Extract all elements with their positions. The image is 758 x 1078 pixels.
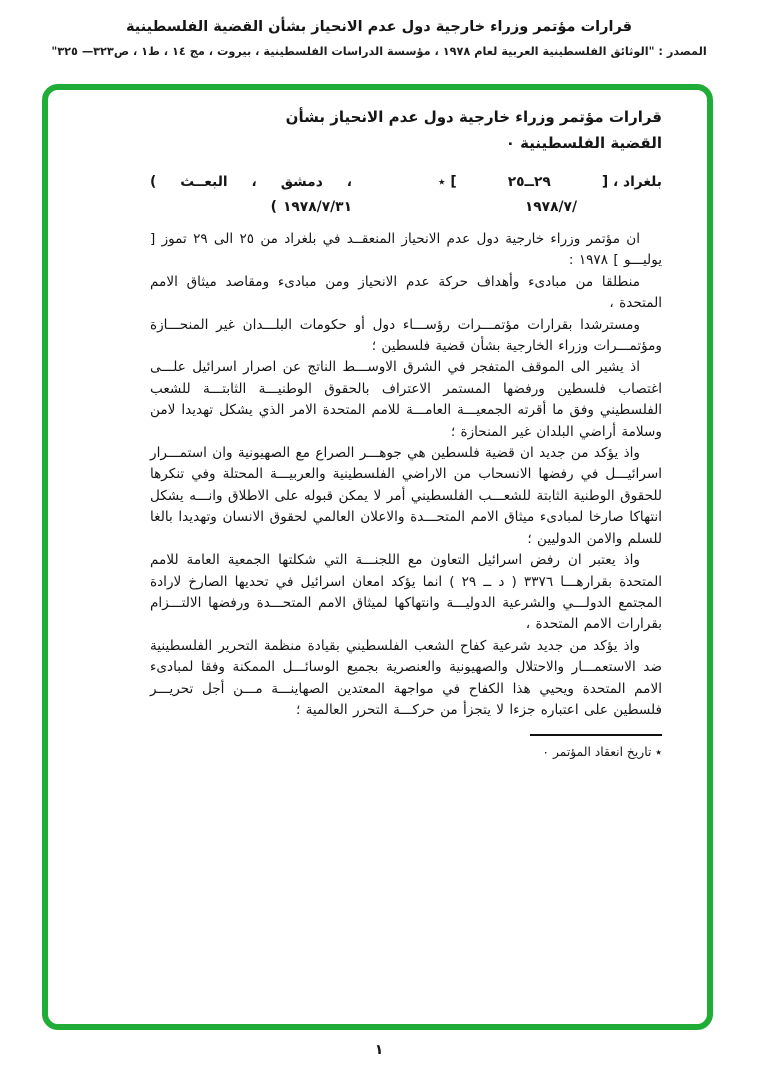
header-title: قرارات مؤتمر وزراء خارجية دول عدم الانحياز بشأن القضية الفلسطينية [126, 19, 632, 35]
citation-token: دمشق [280, 174, 323, 190]
document-content [150, 104, 662, 761]
header-source: المصدر : "الوثائق الفلسطينية العربية لعام ١٩٧٨ ، مؤسسة الدراسات الفلسطينية ، بيروت ، مج ١٤ ، ط١ ، ص٣٢٣— ٣٢٥" [51, 45, 707, 58]
citation-token: ١٩٧٨/٧/٣١ [282, 199, 352, 215]
document-title [150, 104, 662, 156]
citation-token: البعــث [180, 174, 228, 190]
location-text: بلغراد ، [ [601, 174, 662, 190]
citation-token: ، [346, 174, 352, 190]
footnote-marker-ref: ] ٭ [438, 174, 457, 190]
footnote-rule [530, 734, 662, 736]
document-title-line2: القضية الفلسطينية ٠ [505, 134, 662, 152]
paragraph: واذ يؤكد من جديد ان قضية فلسطين هي جوهـــر الصراع مع الصهيونية وان استمـــرار اسرائيـــل في رفضها الانسحاب من الاراضي الفلسطينية والعربيـــة المحتلة وفي تنكرها للحقوق الوطنية الثابتة للشعـــب الفلسطيني أمر لا يمكن قبوله على الاطلاق وانـــه يشكل انتهاكا صارخا لمبادىء ميثاق الامم المتحـــدة والاعلان العالمي لحقوق الانسان وتهديدا بالغا للسلم والامن الدوليين ؛ [150, 445, 662, 547]
footnote: ٭ تاريخ انعقاد المؤتمر ٠ [542, 745, 662, 760]
dateline [150, 170, 662, 220]
paragraph: واذ يعتبر ان رفض اسرائيل التعاون مع اللجنـــة التي شكلتها الجمعية العامة للامم المتحدة بقرارهـــا ٣٣٧٦ ( د ــ ٢٩ ) انما يؤكد امعان اسرائيل في تحديها الصارخ لارادة المجتمع الدولـــي والشرعية الدوليـــة وانتهاكها لميثاق الامم المتحـــدة ورفضها الالتـــزام بقرارات الامم المتحدة ، [150, 552, 662, 633]
paragraph: ان مؤتمر وزراء خارجية دول عدم الانحياز المنعقــد في بلغراد من ٢٥ الى ٢٩ تموز [ يوليـــو ] ١٩٧٨ : [150, 231, 662, 269]
paragraph: منطلقا من مبادىء وأهداف حركة عدم الانحياز ومن مبادىء ومقاصد ميثاق الامم المتحدة ، [150, 273, 662, 312]
paragraph: ومسترشدا بقرارات مؤتمـــرات رؤســـاء دول أو حكومات البلـــدان غير المنحـــازة ومؤتمـــرات وزراء الخارجية بشأن قضية فلسطين ؛ [150, 316, 662, 355]
location-date: ١٩٧٨/٧/ [524, 199, 577, 215]
body-paragraphs [150, 229, 662, 721]
location-line [438, 170, 662, 195]
paragraph: اذ يشير الى الموقف المتفجر في الشرق الاوســـط الناتج عن اصرار اسرائيل علـــى اغتصاب فلسطين ورفضها المستمر الاعتراف بالحقوق الوطنيـــة الثابتـــة للشعب الفلسطيني وفق ما أقرته الجمعيـــة العامـــة للامم المتحدة الامر الذي يشكل تهديدا لامن وسلامة أراضي البلدان غير المنحازة ؛ [150, 359, 662, 440]
page-header [0, 16, 758, 60]
page-number: ١ [374, 1042, 384, 1058]
citation-token: ، [251, 174, 257, 190]
citation-token: ( [270, 199, 277, 215]
paragraph: واذ يؤكد من جديد شرعية كفاح الشعب الفلسطيني بقيادة منظمة التحرير الفلسطينية ضد الاستعمـــار والاحتلال والصهيونية والعنصرية بجميع الوسائـــل الممكنة وفقا لمبادىء الامم المتحدة ويحيي هذا الكفاح في مواجهة المعتدين الصهاينـــة مـــن أجل تحريـــر فلسطين على اعتباره جزءا لا يتجزأ من حركـــة التحرر العالمية ؛ [150, 637, 662, 718]
citation-line2 [150, 195, 352, 220]
dateline-citation [150, 170, 352, 220]
citation-line1 [150, 170, 352, 195]
dateline-location [438, 170, 662, 220]
citation-token: ( [150, 174, 157, 190]
date-range: ٢٥ــ٢٩ [507, 174, 551, 190]
document-title-line1: قرارات مؤتمر وزراء خارجية دول عدم الانحياز بشأن [285, 108, 662, 126]
